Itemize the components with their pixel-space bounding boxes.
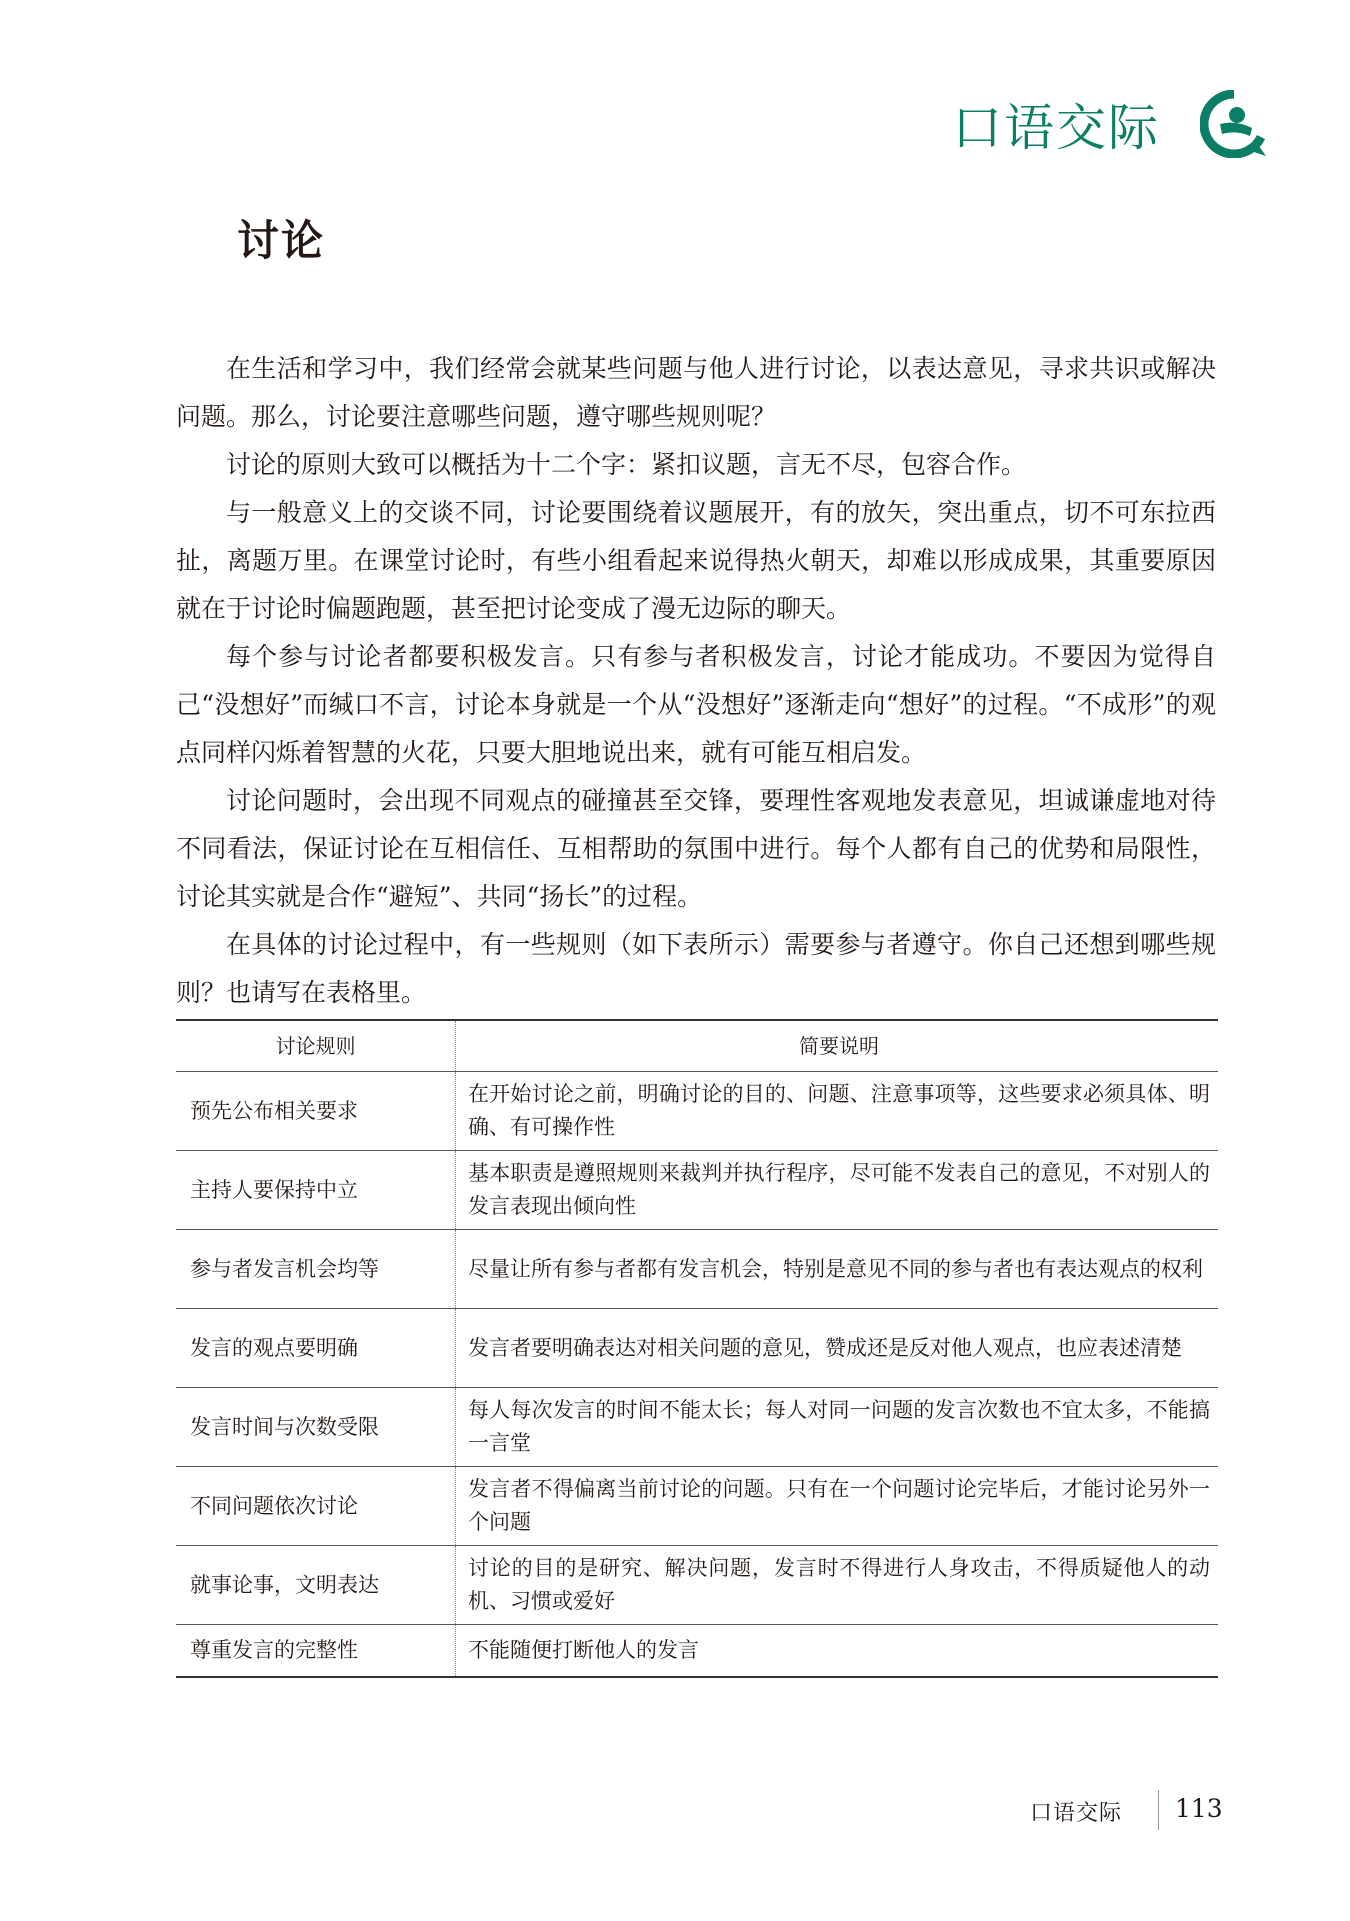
rules-table (176, 1021, 1218, 1677)
rule-name: 就事论事，文明表达 (176, 1546, 456, 1625)
footer-section-label: 口语交际 (1030, 1801, 1123, 1826)
rule-description: 发言者不得偏离当前讨论的问题。只有在一个问题讨论完毕后，才能讨论另外一个问题 (456, 1467, 1219, 1546)
rule-name: 不同问题依次讨论 (176, 1467, 456, 1546)
body-text (176, 345, 1216, 1017)
rule-description: 讨论的目的是研究、解决问题，发言时不得进行人身攻击，不得质疑他人的动机、习惯或爱好 (456, 1546, 1219, 1625)
page-number: 113 (1175, 1794, 1223, 1823)
column-header-rule: 讨论规则 (176, 1021, 456, 1072)
table-row (176, 1467, 1218, 1546)
paragraph: 在具体的讨论过程中，有一些规则（如下表所示）需要参与者遵守。你自己还想到哪些规则？也请写在表格里。 (176, 930, 1216, 1007)
rule-name: 预先公布相关要求 (176, 1072, 456, 1151)
paragraph: 每个参与讨论者都要积极发言。只有参与者积极发言，讨论才能成功。不要因为觉得自己“没想好”而缄口不言，讨论本身就是一个从“没想好”逐渐走向“想好”的过程。“不成形”的观点同样闪烁着智慧的火花，只要大胆地说出来，就有可能互相启发。 (176, 642, 1216, 767)
table-row (176, 1151, 1218, 1230)
table-row (176, 1625, 1218, 1677)
footer-divider (1158, 1790, 1159, 1830)
paragraph: 与一般意义上的交谈不同，讨论要围绕着议题展开，有的放矢，突出重点，切不可东拉西扯，离题万里。在课堂讨论时，有些小组看起来说得热火朝天，却难以形成成果，其重要原因就在于讨论时偏题跑题，甚至把讨论变成了漫无边际的聊天。 (176, 498, 1216, 623)
rule-name: 发言时间与次数受限 (176, 1388, 456, 1467)
table-row (176, 1309, 1218, 1388)
section-title: 口语交际 (952, 99, 1160, 157)
rule-description: 在开始讨论之前，明确讨论的目的、问题、注意事项等，这些要求必须具体、明确、有可操作性 (456, 1072, 1219, 1151)
rule-description: 发言者要明确表达对相关问题的意见，赞成还是反对他人观点，也应表述清楚 (456, 1309, 1219, 1388)
paragraph: 讨论问题时，会出现不同观点的碰撞甚至交锋，要理性客观地发表意见，坦诚谦虚地对待不同看法，保证讨论在互相信任、互相帮助的氛围中进行。每个人都有自己的优势和局限性，讨论其实就是合作“避短”、共同“扬长”的过程。 (176, 786, 1216, 911)
rule-description: 尽量让所有参与者都有发言机会，特别是意见不同的参与者也有表达观点的权利 (456, 1230, 1219, 1309)
rule-description: 基本职责是遵照规则来裁判并执行程序，尽可能不发表自己的意见，不对别人的发言表现出倾向性 (456, 1151, 1219, 1230)
lesson-title: 讨论 (237, 216, 326, 265)
speech-bubble-icon (1200, 90, 1268, 158)
page-footer (1030, 1790, 1230, 1830)
rule-name: 尊重发言的完整性 (176, 1625, 456, 1677)
table-bottom-rule (176, 1676, 1218, 1678)
rule-name: 发言的观点要明确 (176, 1309, 456, 1388)
column-header-description: 简要说明 (456, 1021, 1219, 1072)
rule-description: 不能随便打断他人的发言 (456, 1625, 1219, 1677)
paragraph: 讨论的原则大致可以概括为十二个字：紧扣议题，言无不尽，包容合作。 (226, 450, 1027, 479)
rule-name: 参与者发言机会均等 (176, 1230, 456, 1309)
rule-description: 每人每次发言的时间不能太长；每人对同一问题的发言次数也不宜太多，不能搞一言堂 (456, 1388, 1219, 1467)
table-row (176, 1388, 1218, 1467)
paragraph: 在生活和学习中，我们经常会就某些问题与他人进行讨论，以表达意见，寻求共识或解决问题。那么，讨论要注意哪些问题，遵守哪些规则呢？ (176, 354, 1216, 431)
table-row (176, 1230, 1218, 1309)
table-header-row (176, 1021, 1218, 1072)
table-row (176, 1546, 1218, 1625)
rule-name: 主持人要保持中立 (176, 1151, 456, 1230)
table-row (176, 1072, 1218, 1151)
